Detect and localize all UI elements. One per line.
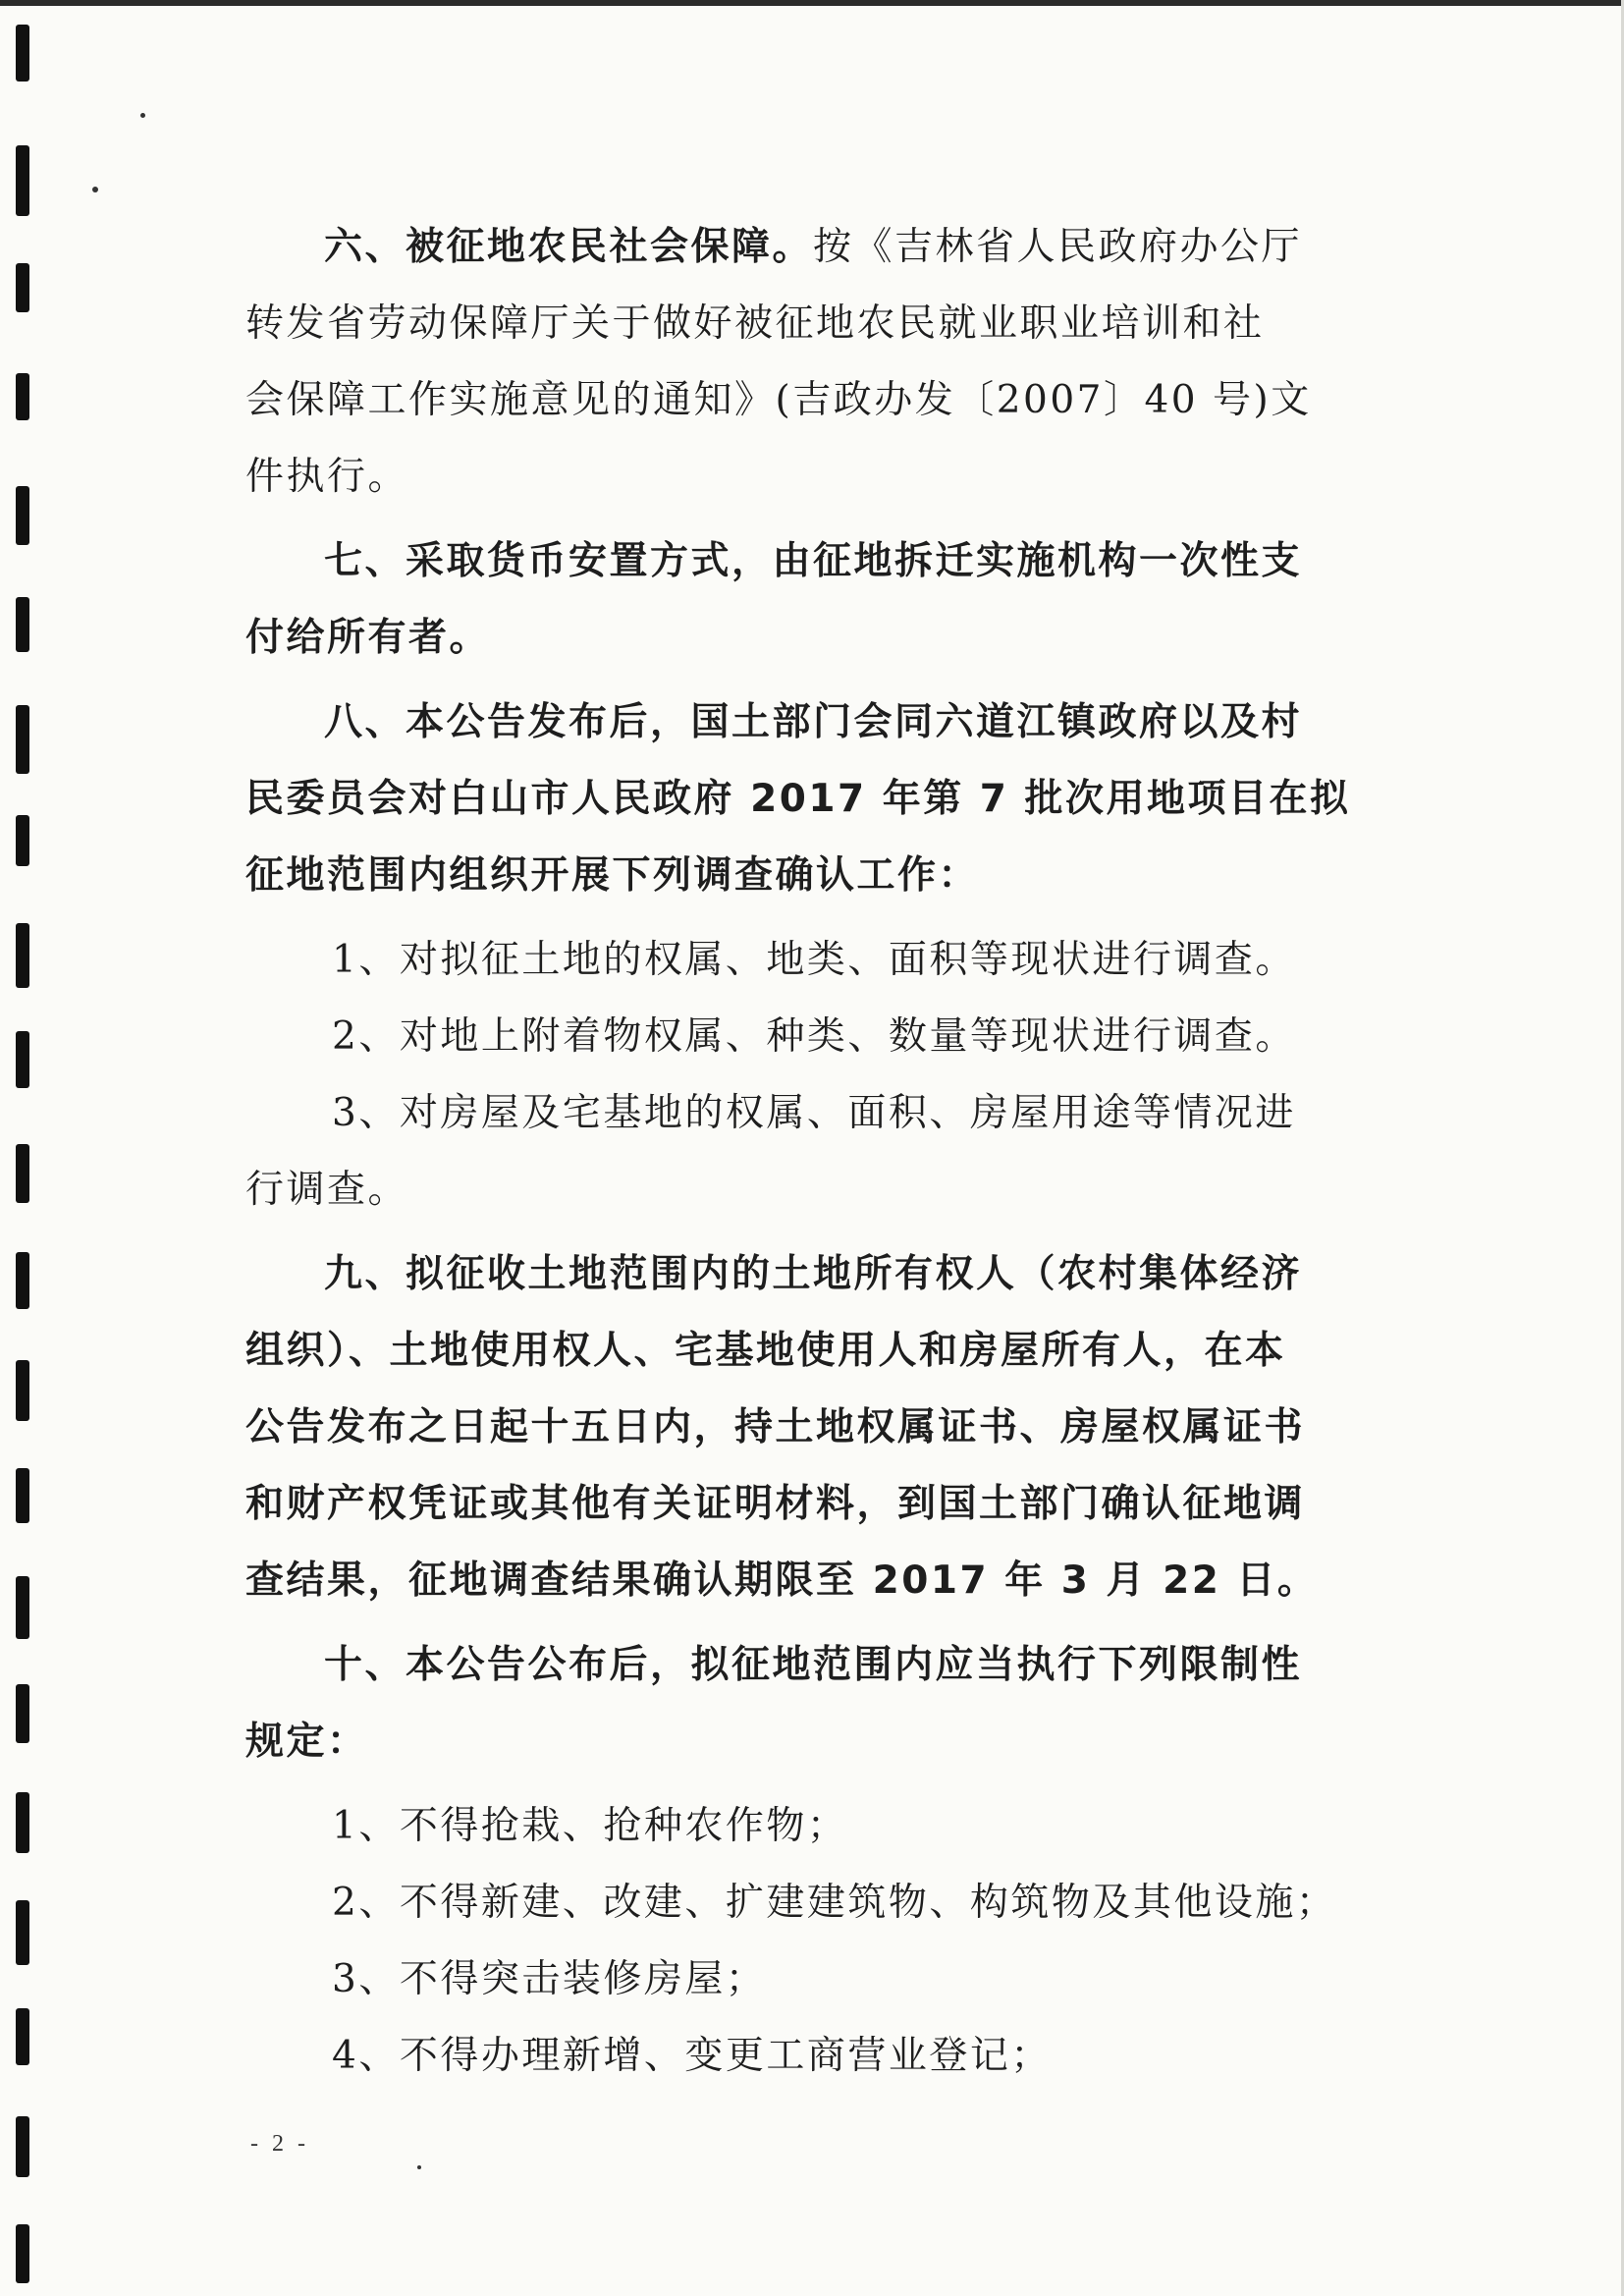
bold-text: 九、拟征收土地范围内的土地所有权人（农村集体经济: [324, 1252, 1303, 1296]
page-number: - 2 -: [250, 2131, 309, 2157]
paragraph-line: [245, 853, 980, 898]
binding-hole-mark: [16, 1468, 29, 1523]
paragraph-line: [324, 225, 1303, 269]
paragraph-line: [245, 1329, 1286, 1373]
binding-hole-mark: [16, 1684, 29, 1743]
body-text: 2、不得新建、改建、扩建建筑物、构筑物及其他设施；: [332, 1881, 1337, 1925]
binding-hole-mark: [16, 597, 29, 652]
body-text: 3、对房屋及宅基地的权属、面积、房屋用途等情况进: [332, 1091, 1296, 1135]
bold-text: 和财产权凭证或其他有关证明材料，到国土部门确认征地调: [245, 1482, 1306, 1526]
paragraph-line: [332, 1014, 1296, 1059]
binding-hole-mark: [16, 705, 29, 774]
paragraph-line: [332, 1881, 1337, 1925]
scan-speck: [140, 113, 145, 118]
body-text: 2、对地上附着物权属、种类、数量等现状进行调查。: [332, 1014, 1296, 1059]
scan-top-edge: [0, 0, 1624, 6]
paragraph-line: [245, 1405, 1306, 1449]
body-text: 1、不得抢栽、抢种农作物；: [332, 1804, 848, 1848]
binding-hole-mark: [16, 923, 29, 988]
binding-hole-mark: [16, 1900, 29, 1965]
binding-hole-mark: [16, 373, 29, 420]
binding-hole-mark: [16, 263, 29, 312]
body-text: 件执行。: [245, 455, 409, 499]
paragraph-line: [245, 301, 1265, 346]
paragraph-line: [324, 539, 1303, 583]
paragraph-line: [245, 1482, 1306, 1526]
body-text: 1、对拟征土地的权属、地类、面积等现状进行调查。: [332, 938, 1296, 982]
scan-speck: [92, 187, 98, 192]
binding-hole-mark: [16, 2224, 29, 2283]
body-text: 行调查。: [245, 1168, 409, 1212]
body-text: 转发省劳动保障厅关于做好被征地农民就业职业培训和社: [245, 301, 1265, 346]
binding-hole-mark: [16, 815, 29, 866]
paragraph-line: [332, 1957, 767, 2001]
bold-text: 规定：: [245, 1720, 368, 1764]
binding-hole-mark: [16, 145, 29, 216]
binding-hole-mark: [16, 1144, 29, 1203]
paragraph-line: [245, 616, 491, 660]
paragraph-line: [245, 455, 409, 499]
bold-text: 组织）、土地使用权人、宅基地使用人和房屋所有人，在本: [245, 1329, 1286, 1373]
paragraph-line: [332, 1804, 848, 1848]
binding-hole-mark: [16, 1252, 29, 1309]
binding-hole-mark: [16, 25, 29, 82]
bold-text: 八、本公告发布后，国土部门会同六道江镇政府以及村: [324, 700, 1303, 744]
binding-hole-mark: [16, 2116, 29, 2177]
bold-text: 民委员会对白山市人民政府 2017 年第 7 批次用地项目在拟: [245, 777, 1351, 821]
paragraph-line: [245, 1720, 368, 1764]
body-text: 3、不得突击装修房屋；: [332, 1957, 767, 2001]
paragraph-line: [332, 938, 1296, 982]
bold-text: 征地范围内组织开展下列调查确认工作：: [245, 853, 980, 898]
binding-hole-mark: [16, 1792, 29, 1853]
binding-hole-mark: [16, 1031, 29, 1088]
body-text: 按《吉林省人民政府办公厅: [813, 225, 1303, 269]
body-text: 4、不得办理新增、变更工商营业登记；: [332, 2034, 1052, 2078]
binding-hole-mark: [16, 486, 29, 545]
paragraph-line: [245, 378, 1312, 422]
scan-speck: [417, 2165, 421, 2169]
bold-text: 查结果，征地调查结果确认期限至 2017 年 3 月 22 日。: [245, 1558, 1319, 1603]
bold-text: 付给所有者。: [245, 616, 491, 660]
bold-text: 七、采取货币安置方式，由征地拆迁实施机构一次性支: [324, 539, 1303, 583]
paragraph-line: [245, 1168, 409, 1212]
binding-hole-mark: [16, 2008, 29, 2065]
bold-text: 公告发布之日起十五日内，持土地权属证书、房屋权属证书: [245, 1405, 1306, 1449]
binding-hole-mark: [16, 1576, 29, 1639]
body-text: 会保障工作实施意见的通知》(吉政办发〔2007〕40 号)文: [245, 378, 1312, 422]
paragraph-line: [324, 1643, 1303, 1687]
paragraph-line: [324, 700, 1303, 744]
bold-text: 十、本公告公布后，拟征地范围内应当执行下列限制性: [324, 1643, 1303, 1687]
paragraph-line: [332, 1091, 1296, 1135]
binding-hole-mark: [16, 1360, 29, 1421]
paragraph-line: [245, 1558, 1319, 1603]
paragraph-line: [245, 777, 1351, 821]
bold-text: 六、被征地农民社会保障。: [324, 225, 814, 269]
paragraph-line: [332, 2034, 1052, 2078]
paragraph-line: [324, 1252, 1303, 1296]
